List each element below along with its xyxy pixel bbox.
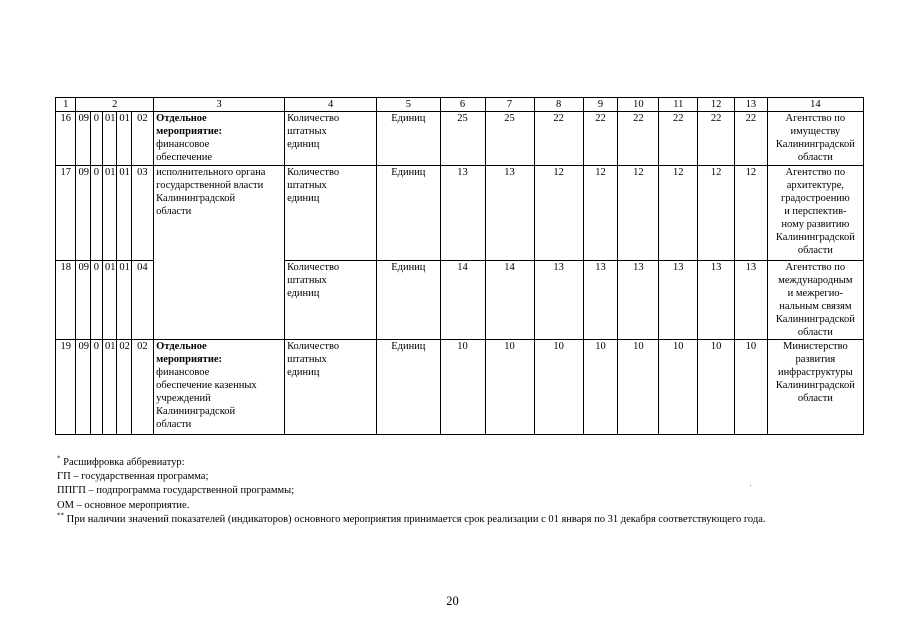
value-cell: 12 — [698, 166, 735, 261]
text-line: Агентство по — [785, 167, 846, 178]
text-line: обеспечение казенных — [156, 380, 257, 391]
text-line: штатных — [287, 354, 327, 365]
value-cell: 13 — [618, 261, 659, 340]
value-cell: 10 — [618, 340, 659, 435]
header-cell: 12 — [698, 98, 735, 112]
text-line: развития — [795, 354, 836, 365]
page-number: 20 — [446, 594, 459, 608]
executor-cell — [767, 261, 863, 340]
text-line: единиц — [287, 367, 320, 378]
code-cell: 01 — [103, 261, 117, 340]
value-cell: 13 — [583, 261, 618, 340]
text-line: государственной власти — [156, 180, 264, 191]
text-line: Количество — [287, 167, 340, 178]
indicator-cell — [285, 261, 377, 340]
activity-title-line: мероприятие: — [156, 354, 223, 365]
value-cell: 12 — [735, 166, 768, 261]
footnote-line: ГП – государственная программа; — [57, 471, 209, 483]
footnote-mark: * — [57, 454, 61, 463]
text-line: Министерство — [782, 341, 848, 352]
code-cell: 09 — [76, 261, 90, 340]
table-row — [56, 340, 864, 435]
text-line: градостроению — [780, 193, 850, 204]
text-line: области — [797, 152, 833, 163]
footnotes — [57, 456, 857, 527]
text-line: финансовое — [156, 367, 210, 378]
text-line: Калининградской — [775, 380, 855, 391]
text-line: области — [797, 245, 833, 256]
header-cell: 11 — [659, 98, 698, 112]
value-cell: 25 — [440, 112, 485, 166]
text-line: и перспектив- — [784, 206, 847, 217]
value-cell: 10 — [534, 340, 583, 435]
text-line: учреждений — [156, 393, 211, 404]
value-cell: 25 — [485, 112, 534, 166]
text-line: штатных — [287, 126, 327, 137]
unit-cell: Единиц — [377, 112, 440, 166]
text-line: Количество — [287, 113, 340, 124]
text-line: Количество — [287, 341, 340, 352]
code-cell: 03 — [131, 166, 154, 261]
executor-cell — [767, 340, 863, 435]
value-cell: 13 — [534, 261, 583, 340]
text-line: Калининградской — [156, 406, 236, 417]
header-cell: 4 — [285, 98, 377, 112]
text-line: Агентство по — [785, 113, 846, 124]
value-cell: 10 — [485, 340, 534, 435]
value-cell: 22 — [659, 112, 698, 166]
text-line: единиц — [287, 288, 320, 299]
value-cell: 10 — [583, 340, 618, 435]
code-cell: 02 — [131, 112, 154, 166]
activity-title-line: мероприятие: — [156, 126, 223, 137]
header-cell: 2 — [76, 98, 154, 112]
indicator-cell — [285, 340, 377, 435]
value-cell: 10 — [440, 340, 485, 435]
text-line: ному развитию — [781, 219, 850, 230]
unit-cell: Единиц — [377, 340, 440, 435]
header-cell: 9 — [583, 98, 618, 112]
header-cell: 6 — [440, 98, 485, 112]
footnote-abbreviations-title — [57, 456, 857, 470]
code-cell: 01 — [103, 112, 117, 166]
code-cell: 02 — [117, 340, 131, 435]
value-cell: 10 — [735, 340, 768, 435]
value-cell: 22 — [735, 112, 768, 166]
value-cell: 22 — [534, 112, 583, 166]
header-cell: 1 — [56, 98, 76, 112]
text-line: области — [797, 393, 833, 404]
text-line: области — [156, 206, 192, 217]
executor-cell — [767, 112, 863, 166]
code-cell: 09 — [76, 340, 90, 435]
table-row — [56, 112, 864, 166]
code-cell: 01 — [117, 166, 131, 261]
indicators-table — [55, 97, 864, 435]
value-cell: 22 — [583, 112, 618, 166]
code-cell: 02 — [131, 340, 154, 435]
value-cell: 12 — [618, 166, 659, 261]
footnote-line: ОМ – основное мероприятие. — [57, 499, 190, 511]
value-cell: 22 — [698, 112, 735, 166]
value-cell: 10 — [698, 340, 735, 435]
value-cell: 13 — [698, 261, 735, 340]
table-row — [56, 166, 864, 261]
text-line: международным — [778, 275, 853, 286]
code-cell: 01 — [117, 112, 131, 166]
text-line: исполнительного органа — [156, 167, 266, 178]
value-cell: 13 — [659, 261, 698, 340]
value-cell: 10 — [659, 340, 698, 435]
value-cell: 12 — [659, 166, 698, 261]
text-line: области — [156, 419, 192, 430]
text-line: области — [797, 327, 833, 338]
value-cell: 14 — [440, 261, 485, 340]
text-line: архитектуре, — [786, 180, 844, 191]
value-cell: 13 — [440, 166, 485, 261]
text-line: Калининградской — [775, 232, 855, 243]
text-line: штатных — [287, 275, 327, 286]
value-cell: 22 — [618, 112, 659, 166]
scan-speck — [750, 485, 751, 486]
code-cell: 09 — [76, 166, 90, 261]
code-cell: 19 — [56, 340, 76, 435]
text-line: единиц — [287, 193, 320, 204]
value-cell: 13 — [485, 166, 534, 261]
code-cell: 17 — [56, 166, 76, 261]
footnote-mark: ** — [57, 511, 64, 520]
code-cell: 01 — [117, 261, 131, 340]
code-cell: 0 — [90, 340, 102, 435]
activity-name-cell — [154, 166, 285, 340]
code-cell: 09 — [76, 112, 90, 166]
header-cell: 7 — [485, 98, 534, 112]
code-cell: 18 — [56, 261, 76, 340]
activity-name-cell — [154, 112, 285, 166]
text-line: нальным связям — [779, 301, 852, 312]
text-line: и межрегио- — [787, 288, 844, 299]
text-line: Агентство по — [785, 262, 846, 273]
table-header-row — [56, 98, 864, 112]
footnote-text: Расшифровка аббревиатур: — [63, 457, 185, 468]
text-line: инфраструктуры — [778, 367, 853, 378]
header-cell: 13 — [735, 98, 768, 112]
activity-title-line: Отдельное — [156, 113, 207, 124]
code-cell: 01 — [103, 166, 117, 261]
footnote-period-note — [57, 513, 857, 527]
header-cell: 3 — [154, 98, 285, 112]
header-cell: 8 — [534, 98, 583, 112]
text-line: единиц — [287, 139, 320, 150]
executor-cell — [767, 166, 863, 261]
code-cell: 0 — [90, 166, 102, 261]
code-cell: 0 — [90, 112, 102, 166]
text-line: штатных — [287, 180, 327, 191]
code-cell: 16 — [56, 112, 76, 166]
activity-name-cell — [154, 340, 285, 435]
header-cell: 10 — [618, 98, 659, 112]
value-cell: 12 — [583, 166, 618, 261]
code-cell: 01 — [103, 340, 117, 435]
header-cell: 14 — [767, 98, 863, 112]
unit-cell: Единиц — [377, 261, 440, 340]
footnote-text: При наличии значений показателей (индикаторов) основного мероприятия принимается срок реализации с 01 января по 31 декабря соответствующего года. — [66, 513, 766, 525]
footnote-line: ППГП – подпрограмма государственной программы; — [57, 485, 295, 497]
indicator-cell — [285, 112, 377, 166]
code-cell: 04 — [131, 261, 154, 340]
text-line: Калининградской — [156, 193, 236, 204]
indicator-cell — [285, 166, 377, 261]
value-cell: 14 — [485, 261, 534, 340]
activity-title-line: Отдельное — [156, 341, 207, 352]
text-line: финансовое — [156, 139, 210, 150]
text-line: Калининградской — [775, 314, 855, 325]
header-cell: 5 — [377, 98, 440, 112]
text-line: обеспечение — [156, 152, 213, 163]
unit-cell: Единиц — [377, 166, 440, 261]
code-cell: 0 — [90, 261, 102, 340]
text-line: Калининградской — [775, 139, 855, 150]
text-line: Количество — [287, 262, 340, 273]
value-cell: 13 — [735, 261, 768, 340]
text-line: имуществу — [790, 126, 841, 137]
value-cell: 12 — [534, 166, 583, 261]
